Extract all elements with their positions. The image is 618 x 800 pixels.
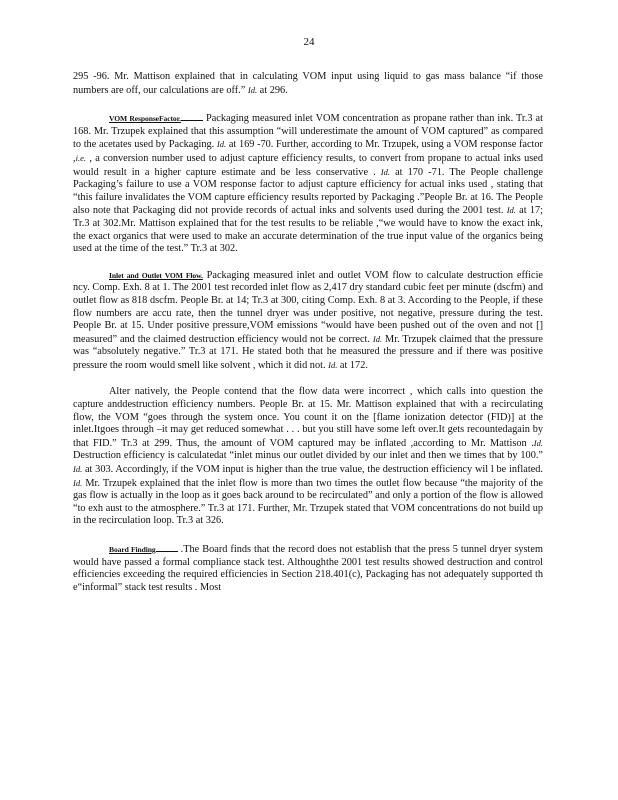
document-body <box>73 71 543 608</box>
citation: Id. <box>380 166 391 177</box>
text: .The Board finds that the record does not establish that the press 5 tunnel dryer system would have passed a formal compliance stack test. Althoughthe 2001 test results showed destruction and control efficiencies exceeding the required efficiencies in Section 218.401(c), Packaging has not adequately supported th e“informal” stack test results . Most <box>73 544 543 593</box>
paragraph-alternative-flow-data <box>73 386 543 528</box>
text: Alter natively, the People contend that the flow data were incorrect , which calls into question the capture anddestruction efficiency numbers. People Br. at 15. Mr. Mattison explained that with a recirculating flow, the VOM “goes through the system once. You count it on the [flame ionization detector (FID)] at the inlet.Itgoes through –it may get reduced somewhat . . . but you still have some left over.It gets recountedagain by that FID.” Tr.3 at 299. Thus, the amount of VOM captured may be inflated ,according to Mr. Mattison . <box>73 386 543 449</box>
heading-underline <box>181 111 203 121</box>
text: at 296. <box>257 84 288 96</box>
text: Mr. Trzupek claimed that the pressure was “absolutely negative.” Tr.3 at 171. He stated both that he measured the pressure and if there was positive pressure the room would smell like solvent , which it did not. <box>73 333 543 371</box>
page-number: 24 <box>303 36 315 48</box>
text: Packaging measured inlet and outlet VOM flow to calculate destruction efficie ncy. Comp. Exh. 8 at 1. The 2001 test recorded inlet flow as 2,417 dry standard cubic feet per minute (dscfm) and outlet flow as 818 dscfm. People Br. at 14; Tr.3 at 300, citing Comp. Exh. 8 at 3. According to the People, if these flow numbers are accu rate, then the tunnel dryer was under positive, not negative, pressure during the test. People Br. at 15. Under positive pressure,VOM emissions “would have been pushed out of the oven and not [] measured” and the claimed destruction efficiency would not be correct. <box>73 269 543 345</box>
text: Mr. Trzupek explained that the inlet flow is more than two times the outlet flow because “the majority of the gas flow is actually in the loop as it goes back around to be recirculated” and only a portion of the flow is allowed “to exh aust to the atmosphere.” Tr.3 at 171. Further, Mr. Trzupek stated that VOM concentrations do not build up in the recirculation loop. Tr.3 at 326. <box>73 477 543 527</box>
citation: Id. <box>533 437 543 448</box>
heading-underline <box>156 542 178 552</box>
section-heading-inlet-outlet-flow: Inlet and Outlet VOM Flow. <box>109 270 203 280</box>
citation: Id. <box>372 333 383 344</box>
paragraph-vom-response-factor <box>73 111 543 256</box>
text: at 17; Tr.3 at 302.Mr. Mattison explained that for the test results to be reliable ,“we would have to know the exact ink, the exact organics that were used to make an accurate determination of the true input value of the organics being used at the time of the test.” Tr.3 at 302. <box>73 205 543 255</box>
text: at 169 -70. Further, according to Mr. Trzupek, using a VOM response factor , <box>73 139 543 164</box>
citation: Id. <box>73 477 83 488</box>
citation: Id. <box>506 205 516 216</box>
text: Destruction efficiency is calculatedat “inlet minus our outlet divided by our inlet and then we times that by 100.” <box>73 450 543 462</box>
paragraph-inlet-outlet-flow <box>73 270 543 373</box>
text: , a conversion number used to adjust capture efficiency results, to convert from propane to actual inks used would result in a higher capture estimate and be less conservative . <box>73 152 543 178</box>
citation: Id. <box>328 359 338 370</box>
text: Packaging measured inlet VOM concentration as propane rather than ink. Tr.3 at 168. Mr. Trzupek explained that this assumption “will underestimate the amount of VOM captured” as compared to the acetates used by Packaging. <box>73 113 543 151</box>
citation: i.e. <box>75 152 86 163</box>
citation: Id. <box>73 464 83 475</box>
text: at 170 -71. The People challenge Packaging’s failure to use a VOM response factor to adjust capture efficiency for actual inks used , stating that “this failure invalidates the VOM capture efficiency results reported by Packaging .”People Br. at 16. The People also note that Packaging did not provide records of actual inks and solvents used during the 2001 test. <box>73 166 544 217</box>
paragraph-mattison-mass-balance <box>73 71 543 97</box>
text: 295 -96. Mr. Mattison explained that in calculating VOM input using liquid to gas mass balance “if those numbers are off, our calculations are off.” <box>73 71 543 96</box>
section-heading-vom-response-factor: VOM ResponseFactor. <box>109 114 181 124</box>
citation: Id. <box>247 84 258 95</box>
text: at 303. Accordingly, if the VOM input is higher than the true value, the destruction efficiency wil l be inflated. <box>82 464 543 476</box>
citation: Id. <box>216 139 227 150</box>
paragraph-board-finding <box>73 542 543 594</box>
section-heading-board-finding: Board Finding <box>109 545 156 554</box>
text: at 172. <box>337 359 368 371</box>
